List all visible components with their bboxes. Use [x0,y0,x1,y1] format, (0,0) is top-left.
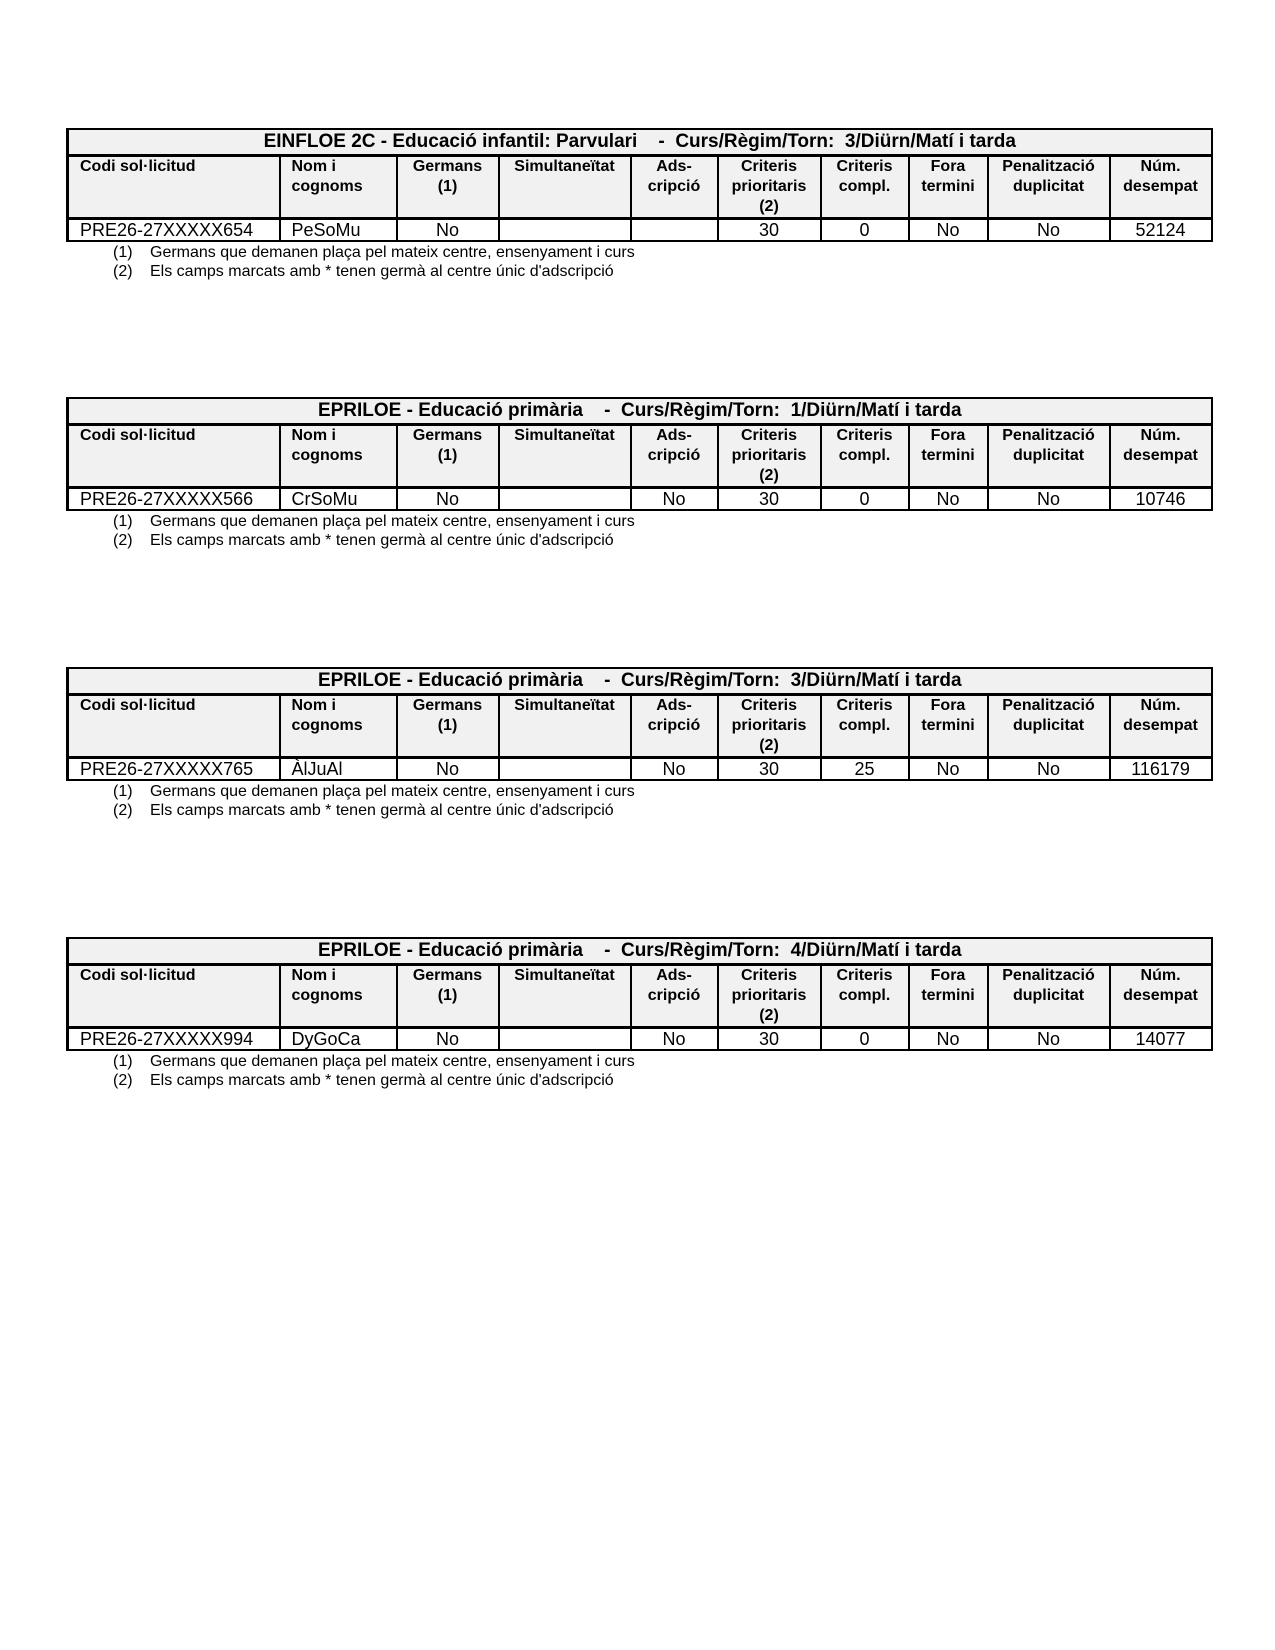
cell-adscripcio: No [631,758,718,781]
cell-germans: No [397,488,499,511]
col-header-adscripcio: Ads- cripció [631,156,718,219]
col-header-criteris-prioritaris: Criteris prioritaris (2) [718,156,821,219]
cell-codi: PRE26-27XXXXX654 [68,219,280,242]
cell-num-desempat: 10746 [1110,488,1212,511]
col-header-nom: Nom i cognoms [280,156,397,219]
allocation-table-4 [66,937,1212,1090]
col-header-fora-termini: Fora termini [909,965,988,1028]
cell-simultaneitat [499,488,631,511]
col-header-fora-termini: Fora termini [909,156,988,219]
cell-num-desempat: 14077 [1110,1028,1212,1051]
col-header-num-desempat: Núm. desempat [1110,425,1212,488]
table-title: EPRILOE - Educació primària - Curs/Règim/Torn: 1/Diürn/Matí i tarda [68,398,1212,425]
results-table [66,128,1213,242]
footnote: (2) Els camps marcats amb * tenen germà al centre únic d'adscripció [113,1072,614,1089]
table-title: EINFLOE 2C - Educació infantil: Parvulari - Curs/Règim/Torn: 3/Diürn/Matí i tarda [68,129,1212,156]
cell-criteris-compl: 25 [821,758,909,781]
footnotes [66,243,1212,281]
col-header-codi: Codi sol·licitud [68,425,280,488]
col-header-penalitzacio: Penalització duplicitat [988,965,1110,1028]
cell-criteris-compl: 0 [821,1028,909,1051]
cell-criteris-compl: 0 [821,219,909,242]
table-row [68,488,1212,511]
footnote: (2) Els camps marcats amb * tenen germà al centre únic d'adscripció [113,532,614,549]
col-header-penalitzacio: Penalització duplicitat [988,695,1110,758]
cell-nom: PeSoMu [280,219,397,242]
col-header-criteris-prioritaris: Criteris prioritaris (2) [718,425,821,488]
footnote: (1) Germans que demanen plaça pel mateix centre, ensenyament i curs [113,783,635,800]
col-header-criteris-compl: Criteris compl. [821,425,909,488]
col-header-fora-termini: Fora termini [909,695,988,758]
allocation-table-1 [66,128,1212,281]
col-header-num-desempat: Núm. desempat [1110,156,1212,219]
col-header-num-desempat: Núm. desempat [1110,965,1212,1028]
cell-num-desempat: 116179 [1110,758,1212,781]
col-header-criteris-prioritaris: Criteris prioritaris (2) [718,965,821,1028]
cell-adscripcio: No [631,1028,718,1051]
col-header-germans: Germans (1) [397,965,499,1028]
col-header-fora-termini: Fora termini [909,425,988,488]
cell-nom: DyGoCa [280,1028,397,1051]
col-header-num-desempat: Núm. desempat [1110,695,1212,758]
cell-fora-termini: No [909,488,988,511]
footnotes [66,1052,1212,1090]
cell-codi: PRE26-27XXXXX566 [68,488,280,511]
cell-codi: PRE26-27XXXXX994 [68,1028,280,1051]
cell-nom: CrSoMu [280,488,397,511]
table-row [68,1028,1212,1051]
table-row [68,219,1212,242]
col-header-adscripcio: Ads- cripció [631,695,718,758]
col-header-codi: Codi sol·licitud [68,965,280,1028]
cell-criteris-prioritaris: 30 [718,488,821,511]
cell-criteris-prioritaris: 30 [718,758,821,781]
col-header-adscripcio: Ads- cripció [631,965,718,1028]
allocation-table-3 [66,667,1212,820]
cell-penalitzacio: No [988,1028,1110,1051]
cell-germans: No [397,758,499,781]
header-row [68,695,1212,758]
cell-simultaneitat [499,1028,631,1051]
cell-num-desempat: 52124 [1110,219,1212,242]
header-row [68,156,1212,219]
col-header-criteris-compl: Criteris compl. [821,695,909,758]
col-header-criteris-compl: Criteris compl. [821,965,909,1028]
cell-fora-termini: No [909,758,988,781]
cell-nom: ÀlJuAl [280,758,397,781]
cell-penalitzacio: No [988,488,1110,511]
cell-criteris-compl: 0 [821,488,909,511]
col-header-criteris-prioritaris: Criteris prioritaris (2) [718,695,821,758]
footnotes [66,512,1212,550]
allocation-table-2 [66,397,1212,550]
cell-fora-termini: No [909,219,988,242]
footnote: (2) Els camps marcats amb * tenen germà al centre únic d'adscripció [113,802,614,819]
table-title: EPRILOE - Educació primària - Curs/Règim/Torn: 4/Diürn/Matí i tarda [68,938,1212,965]
table-title: EPRILOE - Educació primària - Curs/Règim/Torn: 3/Diürn/Matí i tarda [68,668,1212,695]
cell-criteris-prioritaris: 30 [718,1028,821,1051]
footnote: (2) Els camps marcats amb * tenen germà al centre únic d'adscripció [113,263,614,280]
col-header-simultaneitat: Simultaneïtat [499,425,631,488]
col-header-nom: Nom i cognoms [280,425,397,488]
header-row [68,425,1212,488]
col-header-adscripcio: Ads- cripció [631,425,718,488]
col-header-nom: Nom i cognoms [280,695,397,758]
results-table [66,667,1213,781]
col-header-germans: Germans (1) [397,695,499,758]
cell-penalitzacio: No [988,219,1110,242]
col-header-simultaneitat: Simultaneïtat [499,695,631,758]
cell-penalitzacio: No [988,758,1110,781]
cell-germans: No [397,219,499,242]
results-table [66,397,1213,511]
footnote: (1) Germans que demanen plaça pel mateix centre, ensenyament i curs [113,1053,635,1070]
cell-fora-termini: No [909,1028,988,1051]
cell-criteris-prioritaris: 30 [718,219,821,242]
cell-codi: PRE26-27XXXXX765 [68,758,280,781]
cell-adscripcio: No [631,488,718,511]
table-row [68,758,1212,781]
footnote: (1) Germans que demanen plaça pel mateix centre, ensenyament i curs [113,513,635,530]
cell-simultaneitat [499,758,631,781]
header-row [68,965,1212,1028]
col-header-criteris-compl: Criteris compl. [821,156,909,219]
col-header-codi: Codi sol·licitud [68,695,280,758]
cell-adscripcio [631,219,718,242]
col-header-simultaneitat: Simultaneïtat [499,965,631,1028]
col-header-codi: Codi sol·licitud [68,156,280,219]
col-header-simultaneitat: Simultaneïtat [499,156,631,219]
footnotes [66,782,1212,820]
col-header-germans: Germans (1) [397,425,499,488]
cell-simultaneitat [499,219,631,242]
col-header-penalitzacio: Penalització duplicitat [988,156,1110,219]
results-table [66,937,1213,1051]
col-header-nom: Nom i cognoms [280,965,397,1028]
col-header-germans: Germans (1) [397,156,499,219]
footnote: (1) Germans que demanen plaça pel mateix centre, ensenyament i curs [113,244,635,261]
cell-germans: No [397,1028,499,1051]
col-header-penalitzacio: Penalització duplicitat [988,425,1110,488]
